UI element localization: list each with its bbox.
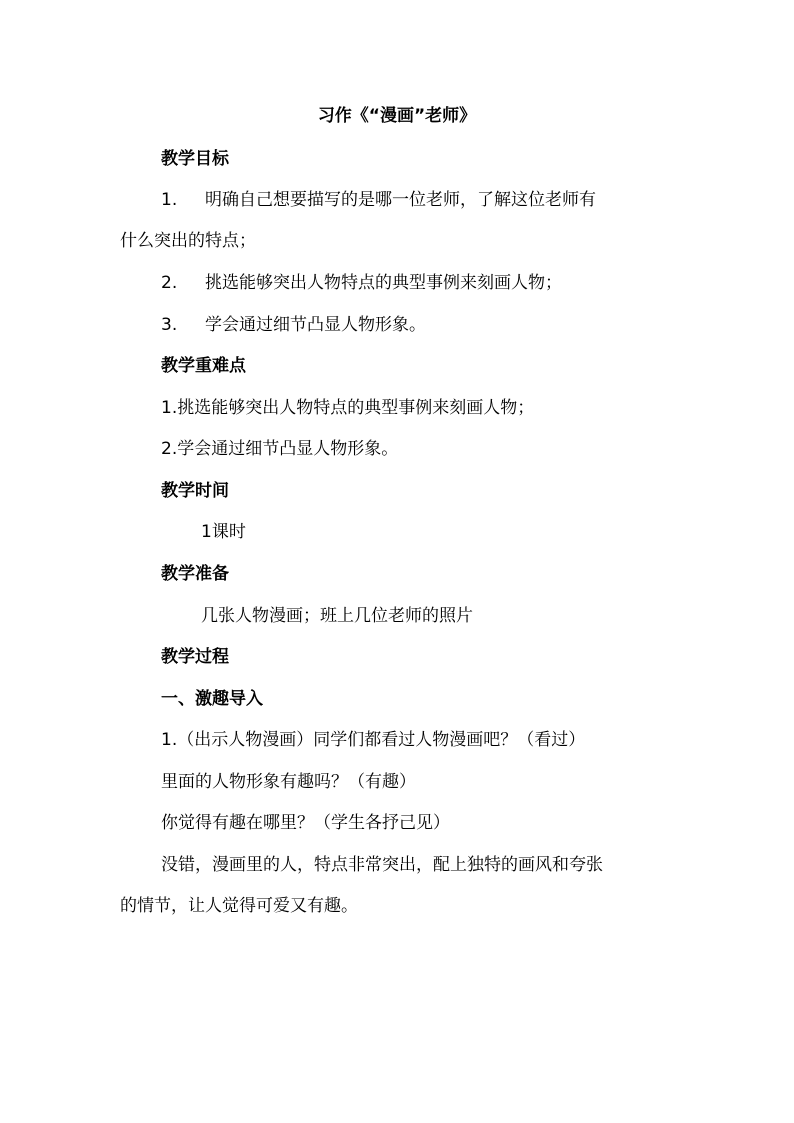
- prep-value: 几张人物漫画；班上几位老师的照片: [201, 606, 473, 626]
- objective-continuation: 什么突出的特点；: [120, 231, 256, 251]
- objective-text: 明确自己想要描写的是哪一位老师，了解这位老师有: [205, 190, 596, 210]
- objective-item: [161, 188, 596, 212]
- objective-item: [161, 271, 562, 295]
- paragraph-line: 1.（出示人物漫画）同学们都看过人物漫画吧？（看过）: [161, 730, 586, 750]
- paragraph-line: 你觉得有趣在哪里？（学生各抒己见）: [161, 813, 450, 833]
- key-points-heading: 教学重难点: [161, 356, 246, 376]
- objective-number: 1.: [161, 190, 178, 210]
- step1-heading: 一、激趣导入: [161, 689, 263, 709]
- paragraph-line: 的情节，让人觉得可爱又有趣。: [120, 896, 358, 916]
- objectives-heading: 教学目标: [161, 149, 229, 169]
- process-heading: 教学过程: [161, 647, 229, 667]
- paragraph-line: 里面的人物形象有趣吗？（有趣）: [161, 772, 416, 792]
- paragraph-line: 没错，漫画里的人，特点非常突出，配上独特的画风和夸张: [161, 855, 603, 875]
- objective-number: 2.: [161, 273, 178, 293]
- key-point-item: 2.学会通过细节凸显人物形象。: [161, 439, 399, 459]
- prep-heading: 教学准备: [161, 564, 229, 584]
- objective-item: [161, 313, 426, 337]
- key-point-item: 1.挑选能够突出人物特点的典型事例来刻画人物；: [161, 398, 535, 418]
- document-title: 习作《“漫画”老师》: [317, 106, 477, 126]
- objective-text: 挑选能够突出人物特点的典型事例来刻画人物；: [205, 273, 562, 293]
- objective-number: 3.: [161, 315, 178, 335]
- time-heading: 教学时间: [161, 481, 229, 501]
- time-value: 1课时: [201, 522, 246, 542]
- objective-text: 学会通过细节凸显人物形象。: [205, 315, 426, 335]
